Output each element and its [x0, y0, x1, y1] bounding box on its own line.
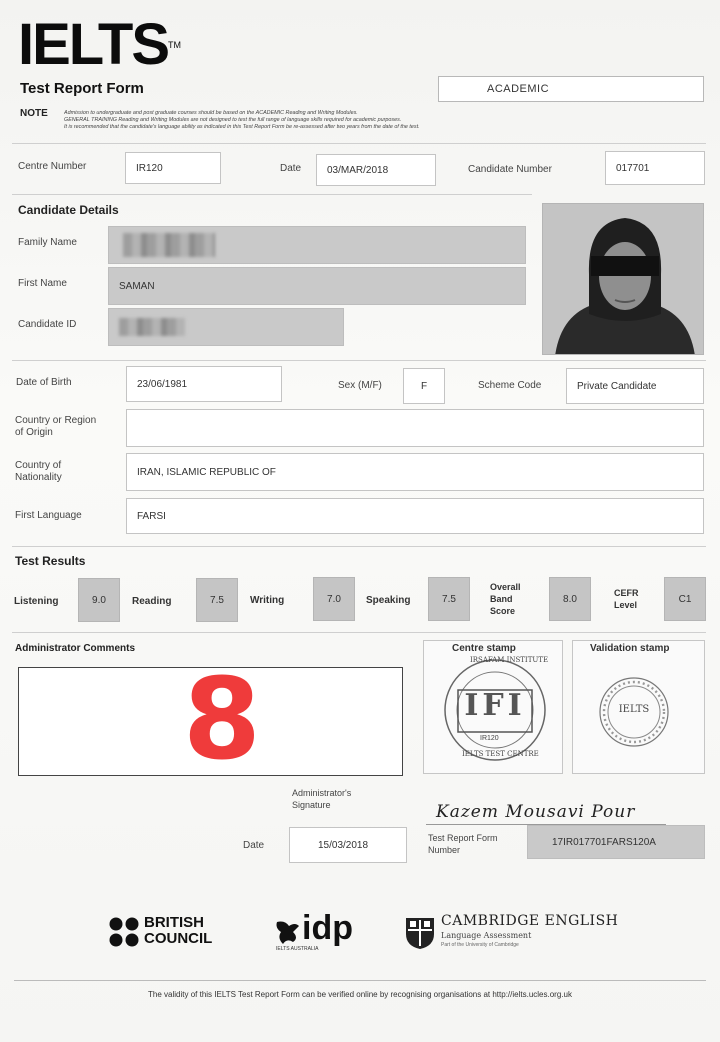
- trf-number-label: Test Report Form Number: [428, 833, 498, 855]
- note-label: NOTE: [20, 108, 48, 119]
- centre-stamp-label: Centre stamp: [452, 643, 516, 654]
- test-date-field: 03/MAR/2018: [316, 154, 436, 186]
- reading-score: 7.5: [196, 578, 238, 622]
- redaction: [123, 233, 215, 257]
- overall-band-score: 8.0: [549, 577, 591, 621]
- listening-label: Listening: [14, 596, 59, 607]
- cambridge-sub: Language Assessment: [441, 931, 532, 940]
- scheme-code-label: Scheme Code: [478, 380, 542, 391]
- administrator-signature: Kazem Mousavi Pour: [436, 802, 636, 822]
- sex-label: Sex (M/F): [338, 380, 382, 391]
- divider: [12, 632, 706, 633]
- idp-sub: IELTS AUSTRALIA: [276, 946, 319, 952]
- cambridge-crest-icon: [404, 916, 436, 950]
- note-text: Admission to undergraduate and post graduate courses should be based on the ACADEMIC Reading and Writing Modules. GENERAL TRAINING Reading and Writing Modules are not designed to test the full range of language skills required for academic purposes. It is recommended that the candidate's language ability as indicated in this Test Report Form be re-assessed after two years from the date of the test.: [64, 110, 420, 130]
- admin-comments-label: Administrator Comments: [15, 643, 136, 654]
- candidate-number-label: Candidate Number: [468, 164, 552, 175]
- candidate-photo-image: [543, 204, 704, 355]
- divider: [12, 194, 532, 195]
- validity-note: The validity of this IELTS Test Report Form can be verified online by recognising organisations at http://ielts.ucles.org.uk: [148, 990, 572, 999]
- centre-stamp-ring: IELTS TEST CENTRE: [462, 750, 539, 758]
- divider: [14, 980, 706, 981]
- divider: [12, 143, 706, 144]
- first-name-field: SAMAN: [108, 267, 526, 305]
- centre-stamp-text: IRSAFAM INSTITUTE: [470, 656, 549, 664]
- centre-stamp-mark: IFI: [464, 688, 526, 723]
- british-council-logo: BRITISH COUNCIL: [144, 914, 213, 947]
- idp-icon: [275, 918, 301, 946]
- origin-label: Country or Region of Origin: [15, 415, 97, 438]
- dob-label: Date of Birth: [16, 377, 72, 388]
- cefr-level-label: CEFR Level: [614, 588, 639, 610]
- admin-date-field: 15/03/2018: [289, 827, 407, 863]
- origin-field: [126, 409, 704, 447]
- candidate-id-field: [108, 308, 344, 346]
- validation-stamp-label: Validation stamp: [590, 643, 670, 654]
- divider: [12, 360, 706, 361]
- candidate-details-title: Candidate Details: [18, 203, 119, 217]
- writing-label: Writing: [250, 595, 285, 606]
- scheme-code-field: Private Candidate: [566, 368, 704, 404]
- listening-score: 9.0: [78, 578, 120, 622]
- candidate-number-field: 017701: [605, 151, 705, 185]
- test-results-title: Test Results: [15, 554, 86, 568]
- centre-number-label: Centre Number: [18, 161, 87, 172]
- form-title: Test Report Form: [20, 80, 144, 97]
- signature-label: Administrator's Signature: [292, 788, 352, 810]
- first-language-label: First Language: [15, 510, 82, 521]
- family-name-field: [108, 226, 526, 264]
- candidate-id-label: Candidate ID: [18, 319, 77, 330]
- sex-field: F: [403, 368, 445, 404]
- trf-number-field: 17IR017701FARS120A: [527, 825, 705, 859]
- module-field: ACADEMIC: [438, 76, 704, 102]
- centre-stamp-code: IR120: [480, 735, 499, 742]
- writing-score: 7.0: [313, 577, 355, 621]
- cefr-level-score: C1: [664, 577, 706, 621]
- divider: [12, 546, 706, 547]
- speaking-score: 7.5: [428, 577, 470, 621]
- speaking-label: Speaking: [366, 595, 411, 606]
- family-name-label: Family Name: [18, 237, 77, 248]
- overall-band-label: Overall Band Score: [490, 582, 521, 616]
- cambridge-logo: CAMBRIDGE ENGLISH: [441, 913, 619, 929]
- date-label: Date: [280, 163, 302, 174]
- nationality-label: Country of Nationality: [15, 460, 62, 483]
- comment-mark: 8: [183, 655, 261, 785]
- ielts-logo: IELTS™: [18, 12, 182, 77]
- dob-field: 23/06/1981: [126, 366, 282, 402]
- cambridge-tagline: Part of the University of Cambridge: [441, 942, 519, 948]
- british-council-icon: [108, 916, 140, 948]
- redaction: [119, 318, 185, 336]
- reading-label: Reading: [132, 596, 172, 607]
- candidate-photo: [542, 203, 704, 355]
- centre-number-field: IR120: [125, 152, 221, 184]
- first-language-field: FARSI: [126, 498, 704, 534]
- first-name-label: First Name: [18, 278, 67, 289]
- idp-logo: idp: [302, 909, 353, 947]
- validation-stamp-mark: IELTS: [618, 704, 650, 715]
- nationality-field: IRAN, ISLAMIC REPUBLIC OF: [126, 453, 704, 491]
- admin-date-label: Date: [243, 840, 265, 851]
